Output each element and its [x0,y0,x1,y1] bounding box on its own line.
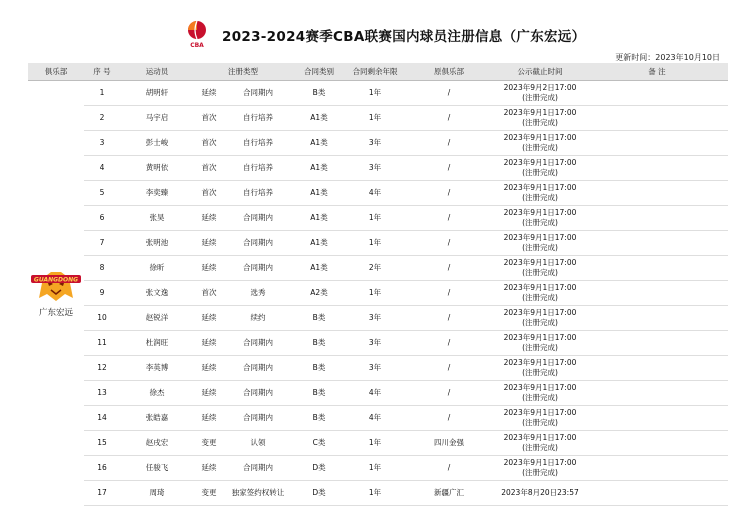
table-row [28,155,728,180]
contract-category: D类 [292,480,346,505]
previous-club: / [404,230,494,255]
publicity-deadline [494,80,586,105]
previous-club: / [404,80,494,105]
contract-years-left: 3年 [346,130,404,155]
remarks [586,430,728,455]
table-row [28,205,728,230]
col-header-prev-club: 原俱乐部 [404,63,494,80]
registration-status: (注册完成) [522,117,558,127]
reg-subtype: 合同期内 [224,205,292,230]
col-header-remarks: 备 注 [586,63,728,80]
registration-status: (注册完成) [522,367,558,377]
reg-subtype: 独家签约权转让 [224,480,292,505]
previous-club: / [404,305,494,330]
registration-status: (注册完成) [522,92,558,102]
reg-type: 延续 [194,405,224,430]
previous-club: / [404,180,494,205]
reg-type: 延续 [194,230,224,255]
contract-category: A1类 [292,105,346,130]
contract-category: A1类 [292,180,346,205]
contract-years-left: 1年 [346,230,404,255]
contract-category: C类 [292,430,346,455]
reg-subtype: 自行培养 [224,155,292,180]
cba-logo-text: CBA [190,42,204,48]
row-no: 11 [84,330,120,355]
col-header-contract-cat: 合同类别 [292,63,346,80]
previous-club: / [404,355,494,380]
player-name: 徐杰 [120,380,194,405]
remarks [586,455,728,480]
row-no: 16 [84,455,120,480]
reg-subtype: 合同期内 [224,80,292,105]
player-name: 徐昕 [120,255,194,280]
reg-type: 延续 [194,80,224,105]
contract-category: A2类 [292,280,346,305]
previous-club: 四川金强 [404,430,494,455]
remarks [586,280,728,305]
player-name: 李英博 [120,355,194,380]
player-name: 赵锐洋 [120,305,194,330]
contract-category: B类 [292,330,346,355]
registration-status: (注册完成) [522,467,558,477]
reg-type: 延续 [194,205,224,230]
publicity-deadline [494,405,586,430]
table-row [28,80,728,105]
contract-years-left: 3年 [346,355,404,380]
row-no: 3 [84,130,120,155]
remarks [586,355,728,380]
table-row [28,280,728,305]
guangdong-tiger-logo [29,268,83,304]
reg-type: 变更 [194,430,224,455]
player-name: 张昊 [120,205,194,230]
player-name: 张皓嘉 [120,405,194,430]
registration-status: (注册完成) [522,417,558,427]
row-no: 9 [84,280,120,305]
player-name: 杜润旺 [120,330,194,355]
publicity-date: 2023年9月1日17:00 [503,207,577,217]
publicity-deadline [494,455,586,480]
contract-years-left: 1年 [346,280,404,305]
publicity-date: 2023年9月2日17:00 [503,82,577,92]
publicity-date: 2023年9月1日17:00 [503,257,577,267]
previous-club: / [404,405,494,430]
reg-type: 首次 [194,130,224,155]
contract-years-left: 1年 [346,455,404,480]
table-row [28,380,728,405]
player-name: 马宇启 [120,105,194,130]
table-row [28,255,728,280]
contract-years-left: 3年 [346,305,404,330]
reg-type: 延续 [194,455,224,480]
row-no: 8 [84,255,120,280]
previous-club: / [404,155,494,180]
publicity-date: 2023年9月1日17:00 [503,307,577,317]
contract-years-left: 4年 [346,405,404,430]
reg-subtype: 合同期内 [224,355,292,380]
previous-club: / [404,255,494,280]
reg-subtype: 自行培养 [224,105,292,130]
publicity-deadline [494,105,586,130]
contract-years-left: 4年 [346,180,404,205]
remarks [586,255,728,280]
publicity-date: 2023年9月1日17:00 [503,232,577,242]
table-row [28,430,728,455]
reg-subtype: 合同期内 [224,230,292,255]
previous-club: / [404,130,494,155]
col-header-player: 运动员 [120,63,194,80]
remarks [586,180,728,205]
reg-type: 变更 [194,480,224,505]
remarks [586,305,728,330]
reg-subtype: 合同期内 [224,405,292,430]
publicity-date: 2023年9月1日17:00 [503,132,577,142]
previous-club: 新疆广汇 [404,480,494,505]
club-logo-text: GUANGDONG [33,276,79,284]
publicity-deadline [494,230,586,255]
reg-type: 延续 [194,355,224,380]
contract-category: D类 [292,455,346,480]
registration-status: (注册完成) [522,267,558,277]
remarks [586,130,728,155]
reg-subtype: 自行培养 [224,180,292,205]
reg-subtype: 选秀 [224,280,292,305]
contract-years-left: 4年 [346,380,404,405]
registration-status: (注册完成) [522,292,558,302]
table-header-row [28,63,728,80]
publicity-deadline [494,380,586,405]
club-name: 广东宏远 [38,307,73,318]
row-no: 5 [84,180,120,205]
publicity-date: 2023年9月1日17:00 [503,182,577,192]
col-header-publicity-deadline: 公示截止时间 [494,63,586,80]
contract-category: A1类 [292,130,346,155]
reg-subtype: 认领 [224,430,292,455]
cba-logo [184,20,210,48]
contract-category: A1类 [292,230,346,255]
contract-category: A1类 [292,205,346,230]
publicity-date: 2023年9月1日17:00 [503,382,577,392]
contract-category: A1类 [292,255,346,280]
registration-status: (注册完成) [522,242,558,252]
remarks [586,80,728,105]
col-header-club: 俱乐部 [28,63,84,80]
previous-club: / [404,105,494,130]
remarks [586,155,728,180]
table-row [28,480,728,505]
reg-type: 延续 [194,380,224,405]
row-no: 4 [84,155,120,180]
table-row [28,330,728,355]
publicity-deadline [494,155,586,180]
contract-category: A1类 [292,155,346,180]
reg-type: 延续 [194,330,224,355]
reg-type: 延续 [194,255,224,280]
remarks [586,380,728,405]
publicity-deadline [494,480,586,505]
reg-subtype: 合同期内 [224,455,292,480]
table-row [28,455,728,480]
contract-category: B类 [292,355,346,380]
contract-years-left: 3年 [346,330,404,355]
row-no: 6 [84,205,120,230]
contract-years-left: 1年 [346,80,404,105]
player-name: 周琦 [120,480,194,505]
publicity-deadline [494,255,586,280]
row-no: 12 [84,355,120,380]
player-name: 张明池 [120,230,194,255]
remarks [586,230,728,255]
publicity-deadline [494,205,586,230]
row-no: 1 [84,80,120,105]
contract-category: B类 [292,405,346,430]
table-row [28,230,728,255]
remarks [586,205,728,230]
reg-type: 首次 [194,180,224,205]
player-name: 黄明依 [120,155,194,180]
previous-club: / [404,380,494,405]
publicity-date: 2023年9月1日17:00 [503,107,577,117]
publicity-date: 2023年9月1日17:00 [503,407,577,417]
club-badge [29,268,83,318]
reg-subtype: 续约 [224,305,292,330]
table-row [28,180,728,205]
publicity-deadline [494,180,586,205]
contract-category: B类 [292,305,346,330]
player-name: 张文逸 [120,280,194,305]
registration-table [28,63,728,506]
reg-type: 首次 [194,105,224,130]
registration-status: (注册完成) [522,342,558,352]
previous-club: / [404,205,494,230]
publicity-date: 2023年9月1日17:00 [503,357,577,367]
contract-years-left: 1年 [346,480,404,505]
publicity-date: 2023年8月20日23:57 [501,487,579,497]
publicity-deadline [494,280,586,305]
remarks [586,480,728,505]
title-row [0,18,750,48]
reg-subtype: 合同期内 [224,330,292,355]
col-header-years-left: 合同剩余年限 [346,63,404,80]
update-time: 更新时间：2023年10月10日 [615,53,720,62]
previous-club: / [404,280,494,305]
player-name: 李奕臻 [120,180,194,205]
registration-status: (注册完成) [522,217,558,227]
reg-type: 首次 [194,280,224,305]
contract-years-left: 1年 [346,430,404,455]
remarks [586,330,728,355]
col-header-no: 序 号 [84,63,120,80]
publicity-date: 2023年9月1日17:00 [503,457,577,467]
publicity-deadline [494,130,586,155]
row-no: 13 [84,380,120,405]
publicity-deadline [494,355,586,380]
contract-category: B类 [292,380,346,405]
reg-type: 延续 [194,305,224,330]
reg-subtype: 合同期内 [224,255,292,280]
player-name: 任骏飞 [120,455,194,480]
contract-years-left: 2年 [346,255,404,280]
registration-status: (注册完成) [522,317,558,327]
player-name: 彭士峻 [120,130,194,155]
player-name: 胡明轩 [120,80,194,105]
registration-status: (注册完成) [522,392,558,402]
registration-status: (注册完成) [522,192,558,202]
publicity-deadline [494,305,586,330]
publicity-deadline [494,430,586,455]
contract-years-left: 1年 [346,105,404,130]
registration-status: (注册完成) [522,142,558,152]
remarks [586,105,728,130]
contract-years-left: 1年 [346,205,404,230]
row-no: 10 [84,305,120,330]
col-header-reg-type: 注册类型 [194,63,292,80]
contract-category: B类 [292,80,346,105]
table-row [28,130,728,155]
row-no: 17 [84,480,120,505]
row-no: 2 [84,105,120,130]
publicity-deadline [494,330,586,355]
publicity-date: 2023年9月1日17:00 [503,432,577,442]
page-title: 2023-2024赛季CBA联赛国内球员注册信息（广东宏远） [222,29,586,45]
publicity-date: 2023年9月1日17:00 [503,332,577,342]
club-cell [28,80,84,505]
row-no: 14 [84,405,120,430]
previous-club: / [404,455,494,480]
remarks [586,405,728,430]
reg-subtype: 合同期内 [224,380,292,405]
publicity-date: 2023年9月1日17:00 [503,282,577,292]
publicity-date: 2023年9月1日17:00 [503,157,577,167]
registration-status: (注册完成) [522,167,558,177]
row-no: 7 [84,230,120,255]
previous-club: / [404,330,494,355]
reg-subtype: 自行培养 [224,130,292,155]
table-row [28,305,728,330]
table-row [28,405,728,430]
table-row [28,105,728,130]
player-name: 赵戌宏 [120,430,194,455]
row-no: 15 [84,430,120,455]
registration-status: (注册完成) [522,442,558,452]
contract-years-left: 3年 [346,155,404,180]
table-row [28,355,728,380]
reg-type: 首次 [194,155,224,180]
